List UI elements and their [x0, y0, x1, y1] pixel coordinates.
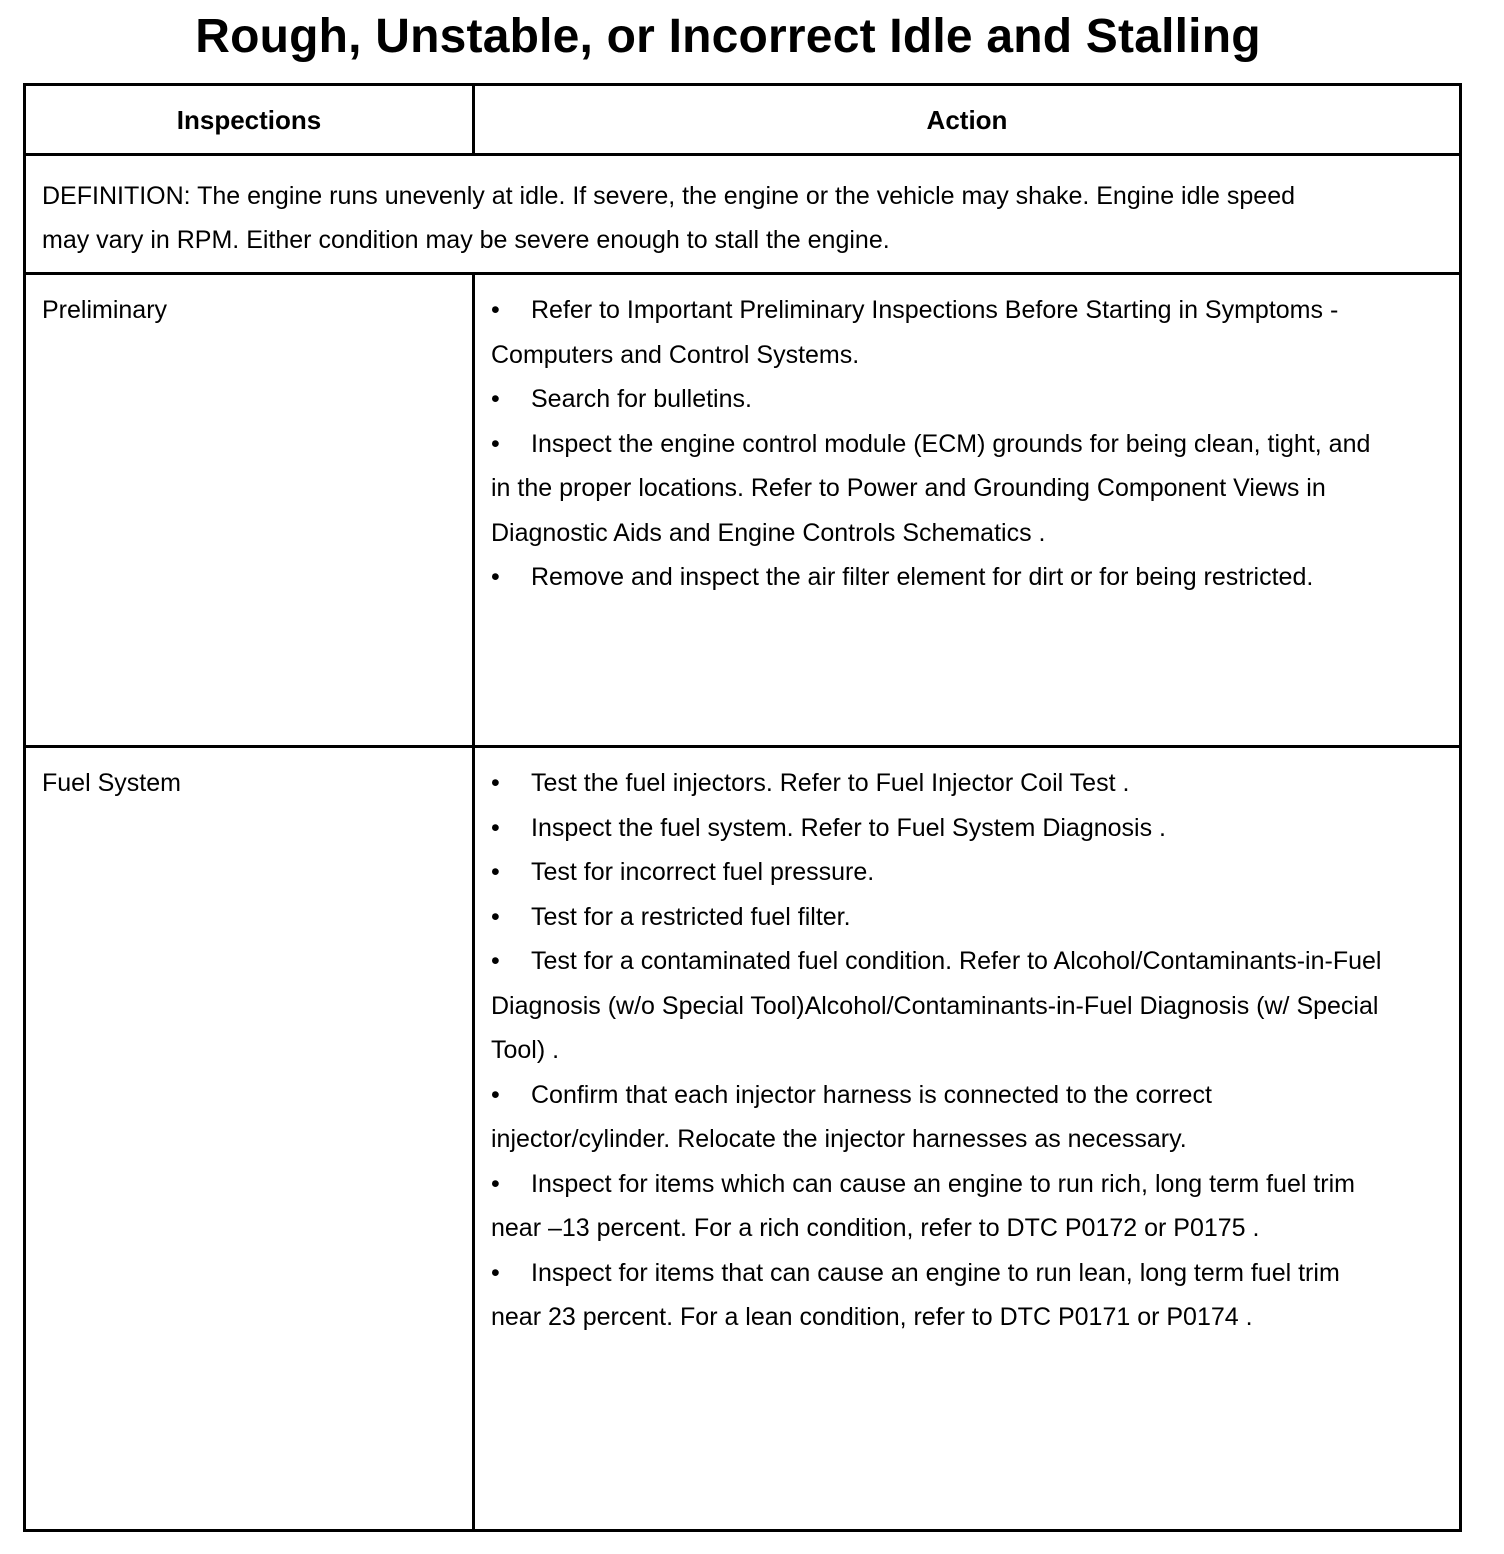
action-column-header: Action — [474, 85, 1461, 155]
table-header-row — [25, 85, 1461, 155]
bullet-icon: • — [491, 296, 500, 324]
action-item — [491, 761, 1391, 806]
bullet-icon: • — [491, 858, 500, 886]
action-list-fuel-system — [491, 761, 1391, 1340]
bullet-icon: • — [491, 902, 500, 931]
action-item — [491, 1073, 1391, 1162]
action-item — [491, 1162, 1391, 1251]
action-text: Inspect the fuel system. Refer to Fuel System Diagnosis . — [531, 813, 1166, 842]
table-row-fuel-system — [25, 747, 1461, 1531]
bullet-icon: • — [491, 1258, 500, 1287]
page-title: Rough, Unstable, or Incorrect Idle and Stalling — [195, 10, 1261, 63]
action-text: Search for bulletins. — [531, 385, 752, 413]
bullet-icon: • — [491, 385, 500, 413]
bullet-icon: • — [491, 1080, 500, 1109]
bullet-icon: • — [491, 429, 500, 458]
bullet-icon: • — [491, 947, 500, 975]
inspection-cell-fuel-system: Fuel System — [25, 747, 474, 1531]
bullet-icon: • — [491, 769, 500, 797]
definition-row — [25, 155, 1461, 274]
action-text: Refer to Important Preliminary Inspections Before Starting in Symptoms - Computers and Control Systems. — [491, 296, 1339, 369]
bullet-icon: • — [491, 813, 500, 842]
action-item — [491, 939, 1391, 1073]
action-item — [491, 377, 1391, 422]
inspection-cell-preliminary: Preliminary — [25, 274, 474, 747]
inspections-column-header: Inspections — [25, 85, 474, 155]
action-text: Remove and inspect the air filter element for dirt or for being restricted. — [531, 563, 1314, 591]
inspection-table — [23, 83, 1462, 1532]
action-cell-fuel-system — [474, 747, 1461, 1531]
bullet-icon: • — [491, 563, 500, 591]
table-row-preliminary — [25, 274, 1461, 747]
action-item — [491, 850, 1391, 895]
action-text: Confirm that each injector harness is connected to the correct injector/cylinder. Relocate the injector harnesses as necessary. — [491, 1080, 1212, 1153]
definition-text: DEFINITION: The engine runs unevenly at idle. If severe, the engine or the vehicle may shake. Engine idle speed may vary in RPM. Either condition may be severe enough to stall the engine. — [42, 182, 1296, 254]
action-item — [491, 422, 1391, 556]
action-text: Test for a restricted fuel filter. — [531, 902, 851, 931]
action-cell-preliminary — [474, 274, 1461, 747]
action-text: Inspect the engine control module (ECM) grounds for being clean, tight, and in the proper locations. Refer to Power and Grounding Component Views in Diagnostic Aids and Engine Controls Schematics . — [491, 429, 1371, 547]
action-text: Inspect for items which can cause an engine to run rich, long term fuel trim near –13 percent. For a rich condition, refer to DTC P0172 or P0175 . — [491, 1169, 1355, 1242]
action-item — [491, 895, 1391, 940]
action-text: Test for a contaminated fuel condition. Refer to Alcohol/Contaminants-in-Fuel Diagnosis (w/o Special Tool)Alcohol/Contaminants-in-Fuel Diagnosis (w/ Special Tool) . — [491, 947, 1382, 1064]
action-item — [491, 1251, 1391, 1340]
definition-cell — [25, 155, 1461, 274]
action-item — [491, 288, 1391, 377]
action-text: Test the fuel injectors. Refer to Fuel Injector Coil Test . — [531, 769, 1130, 797]
action-text: Inspect for items that can cause an engine to run lean, long term fuel trim near 23 percent. For a lean condition, refer to DTC P0171 or P0174 . — [491, 1258, 1340, 1331]
action-list-preliminary — [491, 288, 1391, 600]
action-text: Test for incorrect fuel pressure. — [531, 858, 875, 886]
action-item — [491, 555, 1391, 600]
action-item — [491, 806, 1391, 851]
bullet-icon: • — [491, 1169, 500, 1198]
